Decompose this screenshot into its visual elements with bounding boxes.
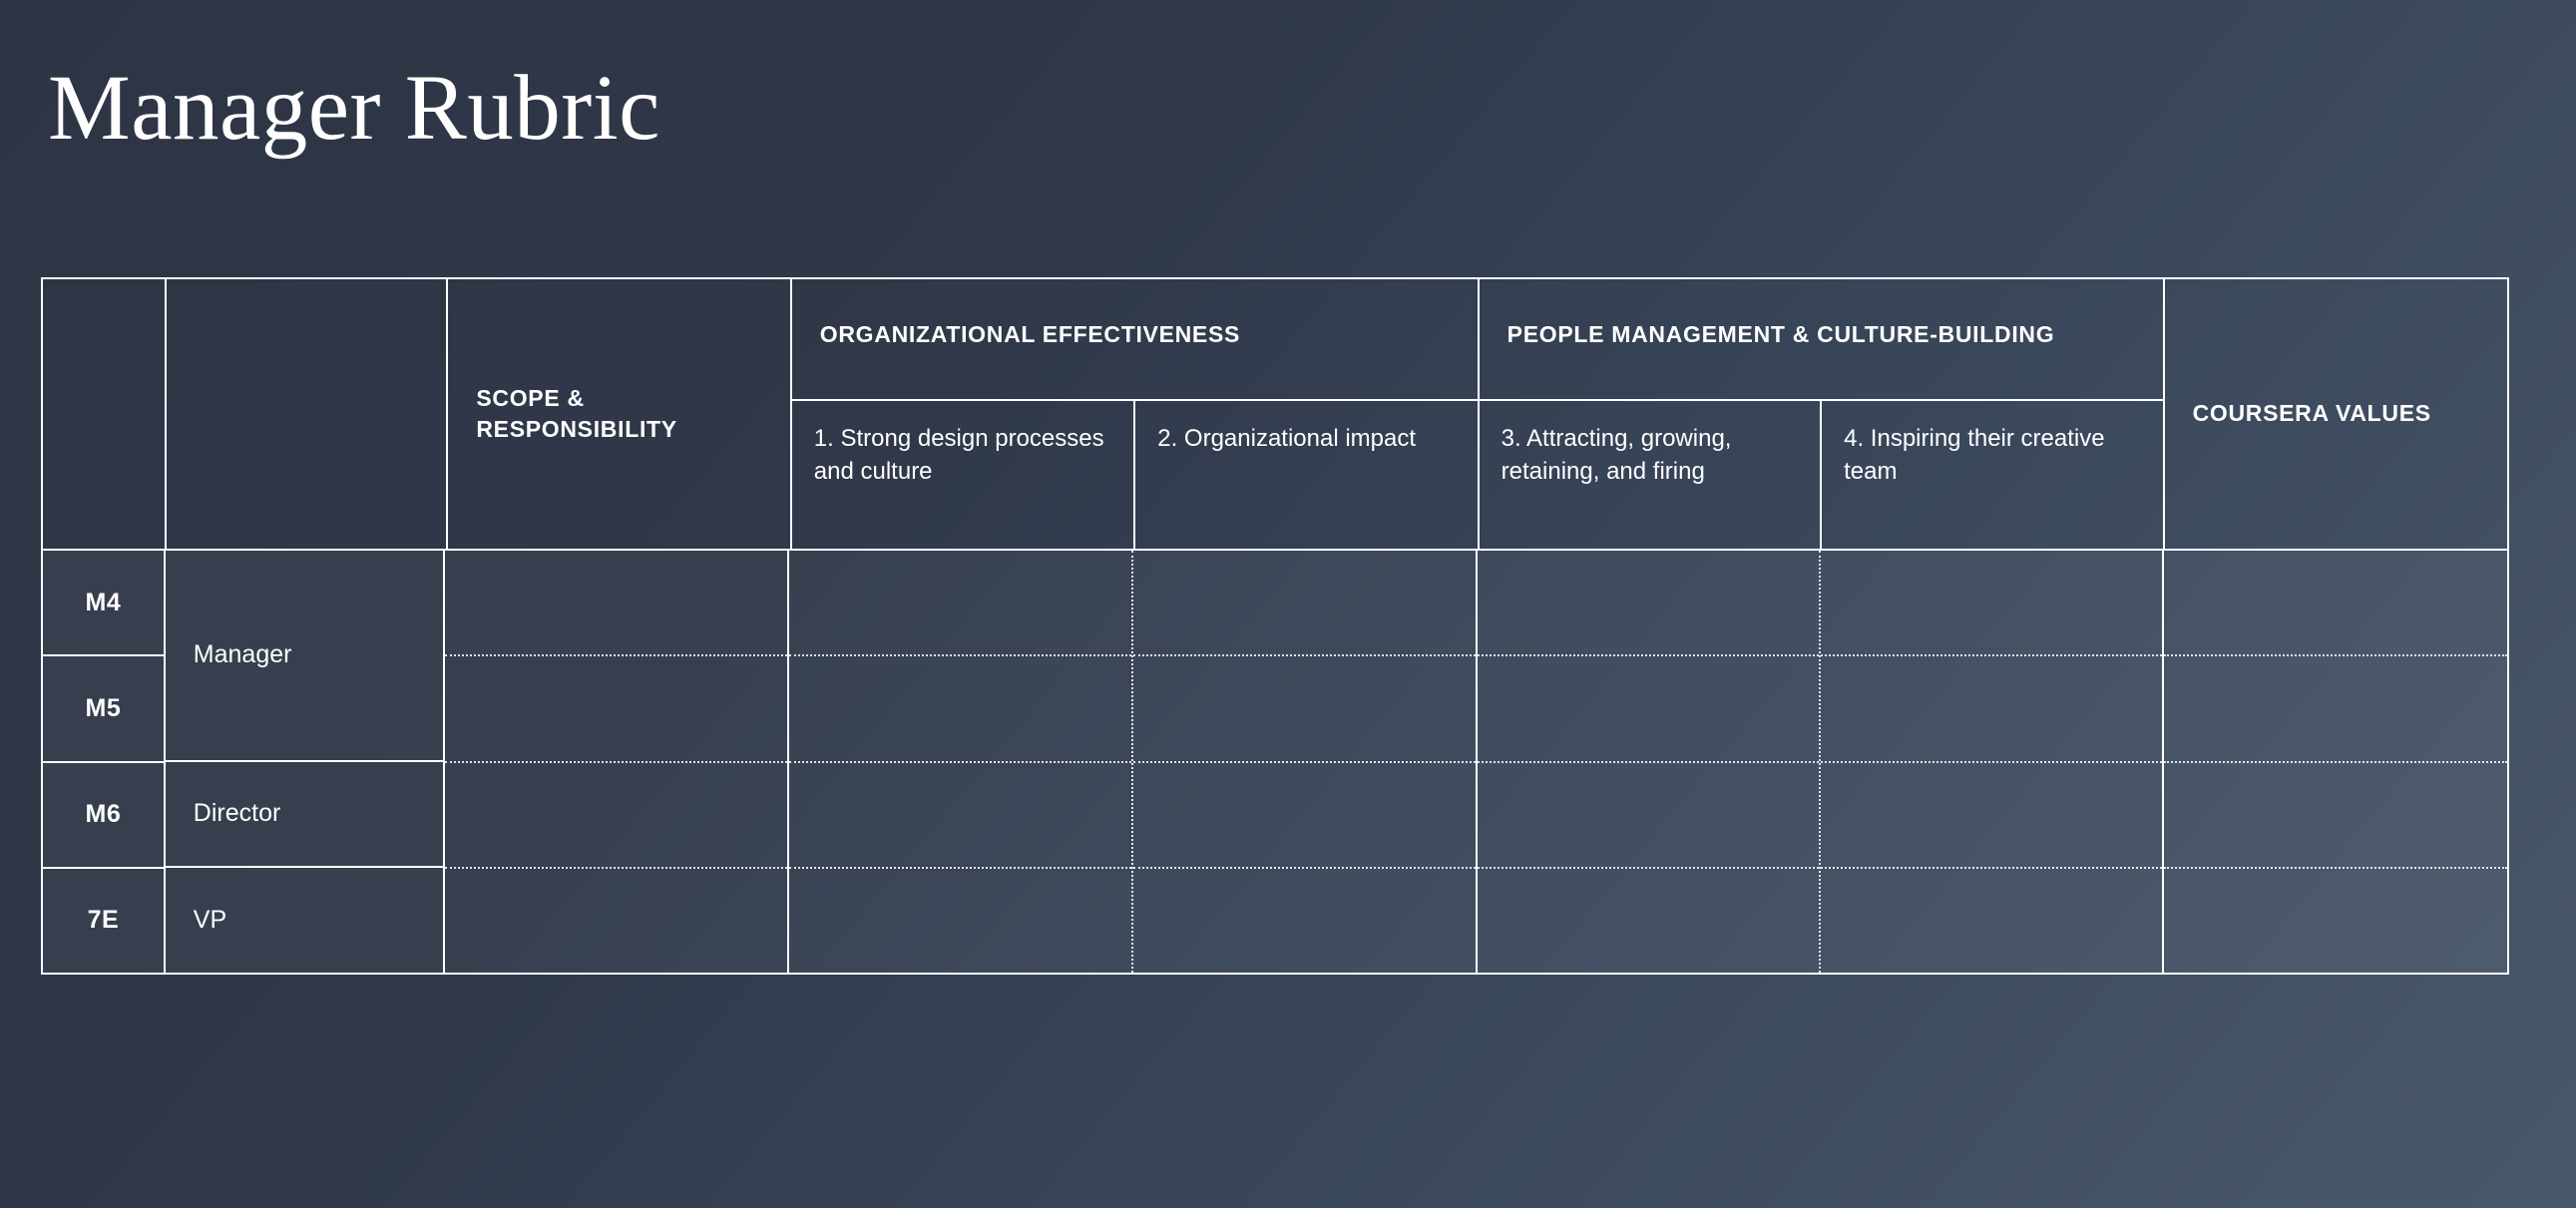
table-cell xyxy=(1821,869,2162,973)
header-values-label: COURSERA VALUES xyxy=(2192,400,2431,427)
level-column xyxy=(43,551,166,973)
table-row-level: M5 xyxy=(43,656,164,762)
table-cell xyxy=(789,869,1131,973)
cells-column-coursera-values xyxy=(2164,551,2507,973)
header-org-subcolumns xyxy=(792,399,1478,549)
table-cell xyxy=(1478,656,1819,762)
header-subcolumn-inspiring-team: 4. Inspiring their creative team xyxy=(1844,425,2105,485)
cells-column-organizational-impact xyxy=(1133,551,1478,973)
table-cell xyxy=(2164,551,2507,656)
table-cell xyxy=(789,763,1131,869)
header-scope-responsibility xyxy=(448,279,791,549)
table-cell xyxy=(1133,869,1476,973)
table-row-level: M4 xyxy=(43,551,164,656)
table-cell xyxy=(445,869,787,973)
table-row-level: M6 xyxy=(43,763,164,869)
table-cell xyxy=(1133,656,1476,762)
header-subcolumn-attracting-growing: 3. Attracting, growing, retaining, and firing xyxy=(1480,401,1822,549)
header-group-organizational-effectiveness xyxy=(792,279,1480,549)
header-coursera-values xyxy=(2165,279,2507,549)
header-role-column xyxy=(167,279,449,549)
table-cell xyxy=(2164,763,2507,869)
table-cell xyxy=(789,656,1131,762)
table-cell xyxy=(2164,869,2507,973)
table-header-row xyxy=(41,277,2509,551)
header-scope-label: SCOPE & RESPONSIBILITY xyxy=(476,384,677,442)
table-cell xyxy=(1478,763,1819,869)
table-cell xyxy=(2164,656,2507,762)
header-subcolumn-organizational-impact: 2. Organizational impact xyxy=(1157,425,1417,452)
header-level-column xyxy=(43,279,167,549)
cells-column-scope xyxy=(445,551,789,973)
cells-column-attracting-growing xyxy=(1478,551,1821,973)
table-cell xyxy=(445,763,787,869)
cells-column-inspiring-team xyxy=(1821,551,2164,973)
table-cell xyxy=(1478,869,1819,973)
table-row-level: 7E xyxy=(87,906,120,935)
role-column xyxy=(166,551,445,973)
table-body xyxy=(41,551,2509,975)
header-group-people-label: PEOPLE MANAGEMENT & CULTURE-BUILDING xyxy=(1506,321,2055,347)
criteria-cells-area xyxy=(445,551,2507,973)
header-group-org-label: ORGANIZATIONAL EFFECTIVENESS xyxy=(819,321,1241,347)
manager-rubric-table xyxy=(41,277,2509,975)
header-people-subcolumns xyxy=(1480,399,2163,549)
table-cell xyxy=(445,656,787,762)
cells-column-design-processes xyxy=(789,551,1133,973)
header-subcolumn-design-processes: 1. Strong design processes and culture xyxy=(792,401,1135,549)
table-row-role: VP xyxy=(193,906,227,935)
table-cell xyxy=(1821,763,2162,869)
header-level-label xyxy=(43,279,165,549)
table-cell xyxy=(1478,551,1819,656)
table-cell xyxy=(1133,763,1476,869)
table-cell xyxy=(789,551,1131,656)
header-role-label xyxy=(167,279,447,549)
table-cell xyxy=(1821,656,2162,762)
page-title: Manager Rubric xyxy=(48,57,660,160)
table-cell xyxy=(1133,551,1476,656)
table-cell xyxy=(445,551,787,656)
table-row-role: Manager xyxy=(166,551,443,762)
table-row-role: Director xyxy=(166,762,443,869)
header-group-people-management xyxy=(1480,279,2165,549)
table-cell xyxy=(1821,551,2162,656)
